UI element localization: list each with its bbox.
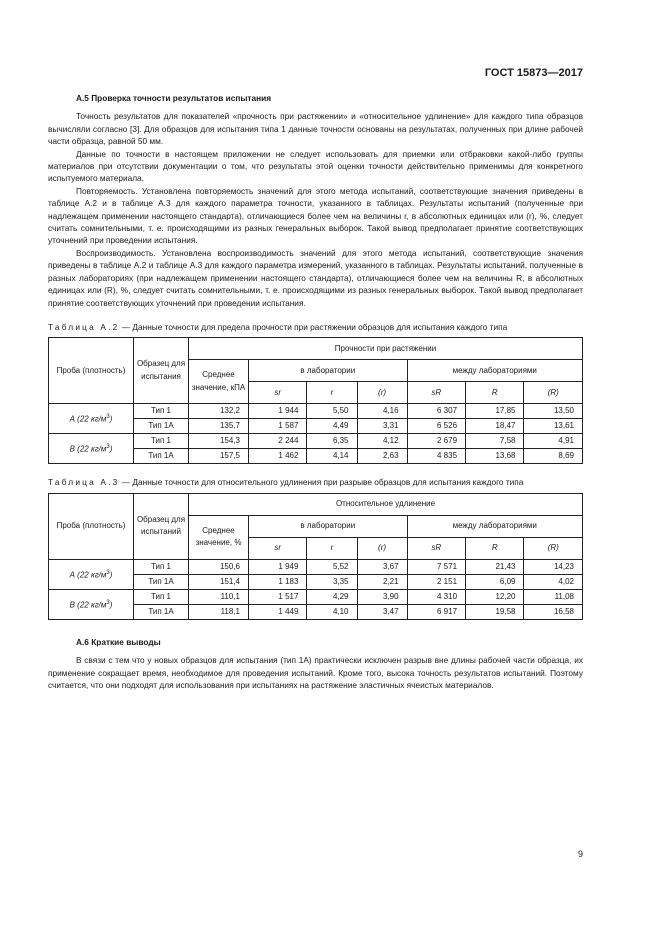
col-sr: sr	[249, 382, 307, 404]
table-row	[49, 589, 583, 604]
paragraph: В связи с тем что у новых образцов для испытания (тип 1А) практически исключен разрыв вне длины рабочей части образца, их применение сокращает время, необходимое для проведения испытаний. Кроме того, высока точность результатов испытаний. Поэтому считается, что они подходят для использования при испытаниях на растяжение эластичных ячеистых материалов.	[48, 655, 583, 690]
cell: 14,23	[524, 559, 583, 574]
col-group: Прочности при растяжении	[189, 338, 583, 360]
cell: 151,4	[189, 574, 249, 589]
cell: 4,91	[524, 434, 583, 449]
cell: 2 679	[407, 434, 465, 449]
page-number: 9	[577, 849, 583, 859]
cell: 1 949	[249, 559, 307, 574]
cell: 16,58	[524, 604, 583, 619]
cell: 118,1	[189, 604, 249, 619]
cell: Тип 1А	[134, 604, 189, 619]
table-a3-caption-text: — Данные точности для относительного удлинения при разрыве образцов для испытания каждого типа	[119, 477, 524, 488]
cell: 2,63	[357, 449, 407, 464]
paragraph: Точность результатов для показателей «прочность при растяжении» и «относительное удлинение» для каждого типа образцов вычисляли согласно [3]. Для образцов для испытания типа 1 данные точности основаны на результатах, полученных при длине рабочей части образца, равной 50 мм.	[48, 111, 583, 147]
cell: 157,5	[189, 449, 249, 464]
cell: 1 449	[249, 604, 307, 619]
cell: 12,20	[466, 589, 524, 604]
table-a2	[48, 337, 583, 464]
cell: 5,50	[307, 404, 357, 419]
cell: 3,67	[357, 559, 407, 574]
cell: Тип 1А	[134, 449, 189, 464]
table-a2-label: Таблица А.2	[48, 321, 120, 332]
col-group: Относительное удлинение	[189, 493, 583, 515]
col-sR: sR	[407, 382, 465, 404]
table-row	[49, 559, 583, 574]
cell: 7 571	[407, 559, 465, 574]
cell: 4,29	[307, 589, 357, 604]
col-R: R	[466, 537, 524, 559]
cell: 135,7	[189, 419, 249, 434]
cell: Тип 1	[134, 559, 189, 574]
cell: 1 183	[249, 574, 307, 589]
cell: 4,12	[357, 434, 407, 449]
col-between: между лабораториями	[407, 360, 582, 382]
cell: 18,47	[466, 419, 524, 434]
col-R: R	[466, 382, 524, 404]
col-r: r	[307, 537, 357, 559]
col-R-pct: (R)	[524, 537, 583, 559]
cell: 11,08	[524, 589, 583, 604]
proba-cell: В (22 $кг/м^3$)	[49, 434, 134, 464]
col-sR: sR	[407, 537, 465, 559]
cell: 1 517	[249, 589, 307, 604]
cell: 6 917	[407, 604, 465, 619]
cell: 3,31	[357, 419, 407, 434]
cell: 7,58	[466, 434, 524, 449]
cell: Тип 1	[134, 434, 189, 449]
cell: 4,10	[307, 604, 357, 619]
cell: 8,69	[524, 449, 583, 464]
cell: 17,85	[466, 404, 524, 419]
cell: 4,16	[357, 404, 407, 419]
cell: 1 587	[249, 419, 307, 434]
cell: 6,35	[307, 434, 357, 449]
cell: 5,52	[307, 559, 357, 574]
cell: 150,6	[189, 559, 249, 574]
cell: 4 835	[407, 449, 465, 464]
cell: 132,2	[189, 404, 249, 419]
table-a3-label: Таблица А.3	[48, 477, 120, 488]
cell: 6,09	[466, 574, 524, 589]
cell: 21,43	[466, 559, 524, 574]
proba-cell: А (22 $кг/м^3$)	[49, 559, 134, 589]
cell: 1 944	[249, 404, 307, 419]
cell: 2,21	[357, 574, 407, 589]
col-between: между лабораториями	[407, 515, 582, 537]
cell: 3,47	[357, 604, 407, 619]
cell: 3,35	[307, 574, 357, 589]
proba-cell: В (22 $кг/м^3$)	[49, 589, 134, 619]
table-row	[49, 434, 583, 449]
col-lab: в лаборатории	[249, 515, 408, 537]
page-content	[48, 92, 583, 691]
cell: 13,68	[466, 449, 524, 464]
table-a2-caption-text: — Данные точности для предела прочности при растяжении образцов для испытания каждого типа	[119, 321, 508, 332]
cell: Тип 1	[134, 404, 189, 419]
cell: 4 310	[407, 589, 465, 604]
cell: 13,61	[524, 419, 583, 434]
paragraph: Воспроизводимость. Установлена воспроизводимость значений для этого метода испытаний, соответствующие значения приведены в таблице А.2 и таблице А.3 для каждого параметра измерений, указанного в таблицах. Результаты испытаний, полученные в разных лабораториях (при надлежащем применении настоящего стандарта), отличающиеся более чем на величины R, в абсолютных единицах или (R), %, следует считать сомнительными, т. е. происходящими из разных генеральных выборок. Такой вывод предполагает принятие соответствующих уточнений при проведении испытания.	[48, 247, 583, 308]
cell: 19,58	[466, 604, 524, 619]
table-a2-caption	[48, 321, 583, 333]
col-lab: в лаборатории	[249, 360, 408, 382]
col-proba: Проба (плотность)	[49, 493, 134, 559]
cell: 3,90	[357, 589, 407, 604]
cell: 2 151	[407, 574, 465, 589]
paragraph: Повторяемость. Установлена повторяемость значений для этого метода испытаний, соответствующие значения приведены в таблице А.2 и в таблице А.3 для каждого параметра точности, указанного в таблицах. Результаты испытаний (полученные при надлежащем применении настоящего стандарта), отличающиеся более чем на величины r, в абсолютных единицах или (r), %, следует считать сомнительными, т. е. происходящими из разных генеральных выборок. Такой вывод предполагает принятие соответствующих уточнений при проведении испытания.	[48, 185, 583, 246]
col-mean: Среднее значение, %	[189, 515, 249, 559]
proba-cell: А (22 $кг/м^3$)	[49, 404, 134, 434]
section-a5-title: А.5 Проверка точности результатов испытания	[76, 93, 272, 103]
table-row	[49, 404, 583, 419]
cell: Тип 1А	[134, 419, 189, 434]
col-obrazec: Образец для испытания	[134, 338, 189, 404]
table-a3	[48, 493, 583, 620]
cell: 4,14	[307, 449, 357, 464]
cell: 2 244	[249, 434, 307, 449]
table-a3-caption	[48, 476, 583, 488]
col-obrazec: Образец для испытаний	[134, 493, 189, 559]
cell: 4,02	[524, 574, 583, 589]
col-r-pct: (r)	[357, 382, 407, 404]
col-mean: Среднее значение, кПА	[189, 360, 249, 404]
col-sr: sr	[249, 537, 307, 559]
col-proba: Проба (плотность)	[49, 338, 134, 404]
cell: Тип 1	[134, 589, 189, 604]
cell: 110,1	[189, 589, 249, 604]
paragraph: Данные по точности в настоящем приложении не следует использовать для приемки или отбраковки какой-либо группы материалов при отсутствии документации о том, что результаты этой оценки точности действительно применимы для конкретного испытуемого материала.	[48, 148, 583, 184]
col-R-pct: (R)	[524, 382, 583, 404]
cell: 4,49	[307, 419, 357, 434]
col-r-pct: (r)	[357, 537, 407, 559]
cell: 154,3	[189, 434, 249, 449]
standard-code: ГОСТ 15873—2017	[484, 67, 583, 79]
col-r: r	[307, 382, 357, 404]
cell: 6 526	[407, 419, 465, 434]
cell: Тип 1А	[134, 574, 189, 589]
section-a6-title: А.6 Краткие выводы	[76, 636, 161, 647]
cell: 13,50	[524, 404, 583, 419]
cell: 6 307	[407, 404, 465, 419]
cell: 1 462	[249, 449, 307, 464]
